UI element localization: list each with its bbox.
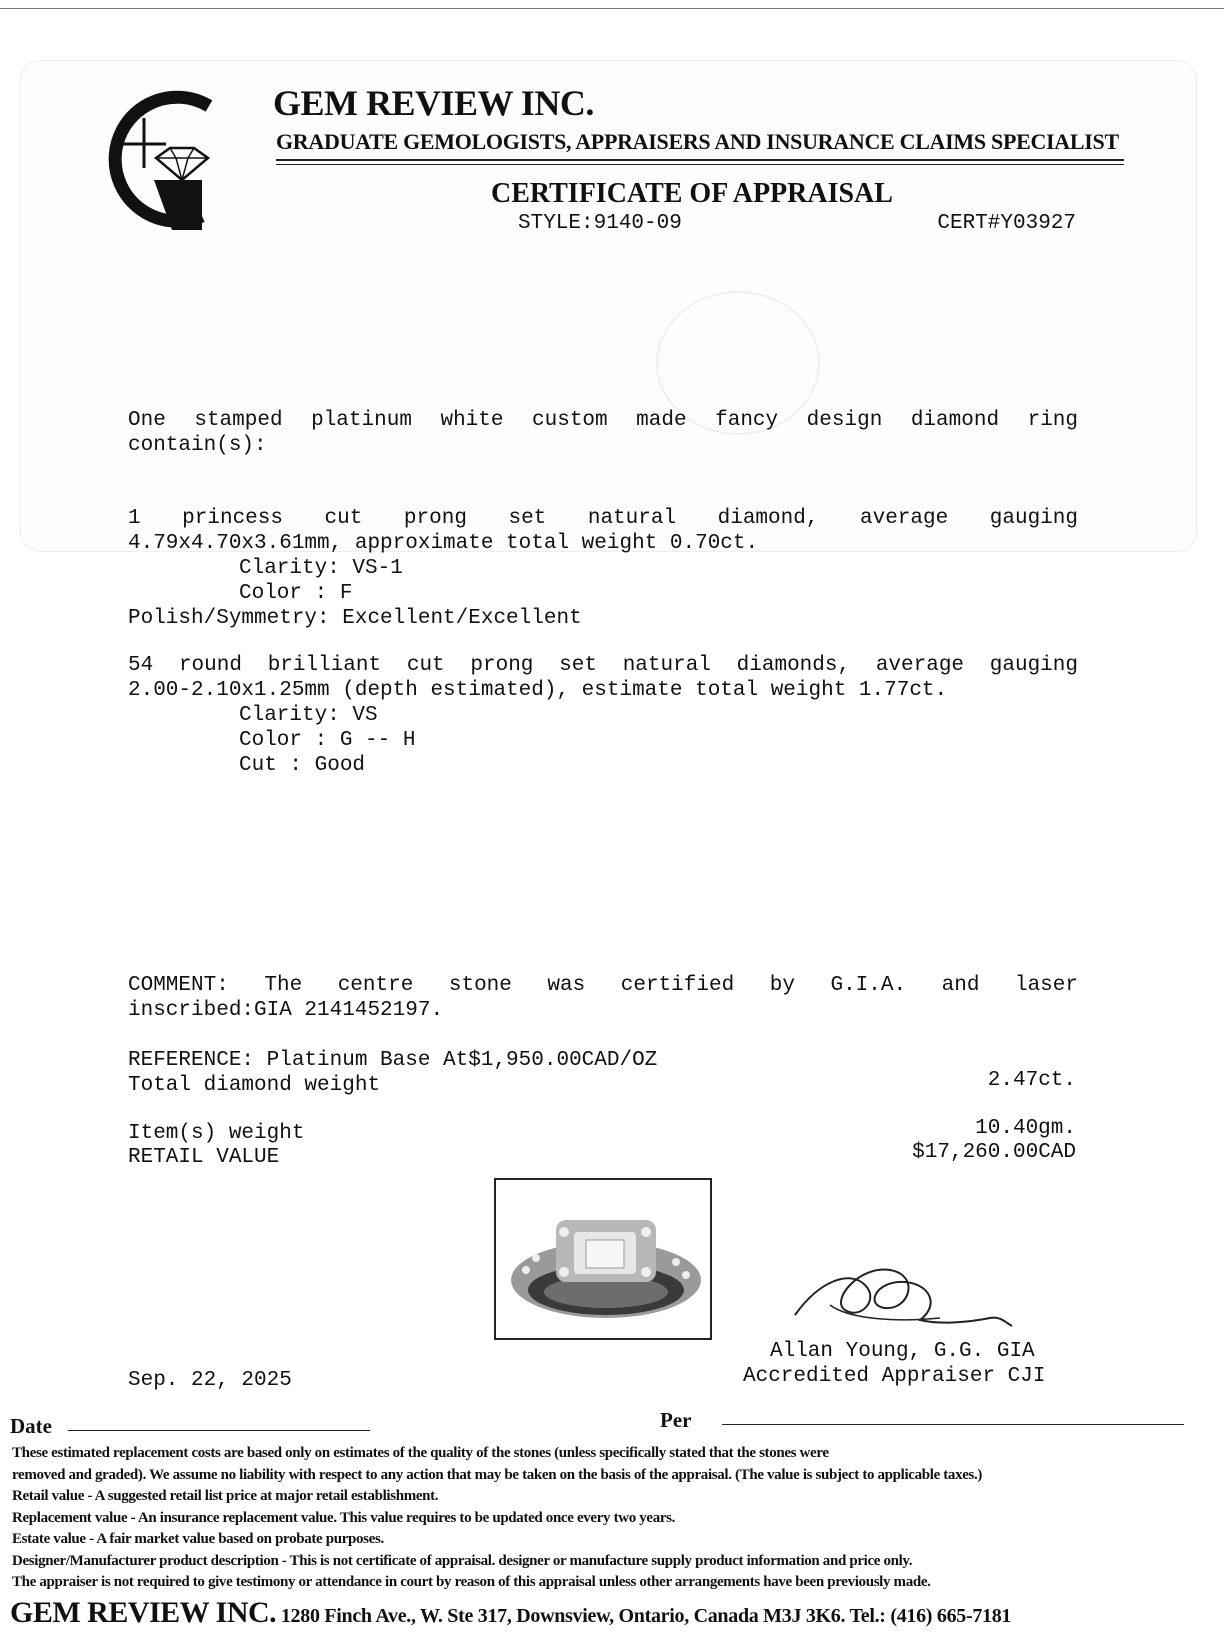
total-weight-value: 2.47ct. (987, 1069, 1076, 1092)
top-border-line (0, 8, 1224, 9)
per-label: Per (660, 1408, 692, 1432)
stone-2-description (128, 653, 1078, 778)
retail-value-label: RETAIL VALUE (128, 1146, 280, 1169)
footer-address: 1280 Finch Ave., W. Ste 317, Downsview, Ontario, Canada M3J 3K6. Tel.: (416) 665-7181 (276, 1605, 1012, 1627)
stone-2-clarity: Clarity: VS (239, 704, 378, 727)
reference-line: REFERENCE: Platinum Base At$1,950.00CAD/OZ (128, 1049, 658, 1072)
intro-line-1: One stamped platinum white custom made fancy design diamond ring (128, 409, 1078, 432)
company-name: GEM REVIEW INC. (273, 83, 594, 123)
header-rule-thin (276, 164, 1124, 165)
date-signature-line (68, 1430, 370, 1431)
stone-2-cut: Cut : Good (239, 754, 366, 777)
date-label: Date (10, 1414, 52, 1438)
style-number: STYLE:9140-09 (518, 212, 682, 235)
retail-value-amount: $17,260.00CAD (912, 1141, 1076, 1164)
cert-number: CERT#Y03927 (937, 212, 1076, 235)
disclaimer-line: Estate value - A fair market value based on probate purposes. (12, 1531, 384, 1547)
appraiser-signature (790, 1260, 1020, 1340)
disclaimer-line: The appraiser is not required to give testimony or attendance in court by reason of this appraisal unless other arrangements have been previously made. (12, 1574, 931, 1590)
stone-2-line-1: 54 round brilliant cut prong set natural diamonds, average gauging (128, 654, 1078, 677)
intro-line-2: contain(s): (128, 434, 267, 457)
intro-paragraph (128, 408, 1078, 458)
footer (10, 1596, 1011, 1630)
stone-1-line-2: 4.79x4.70x3.61mm, approximate total weight 0.70ct. (128, 532, 759, 555)
total-weight-label: Total diamond weight (128, 1074, 381, 1097)
footer-brand: GEM REVIEW INC. (10, 1596, 277, 1629)
per-signature-line (722, 1424, 1184, 1425)
appraisal-date: Sep. 22, 2025 (128, 1369, 292, 1392)
ring-photo (494, 1178, 712, 1340)
stone-2-line-2: 2.00-2.10x1.25mm (depth estimated), estimate total weight 1.77ct. (128, 679, 948, 702)
disclaimer-line: Replacement value - An insurance replacement value. This value requires to be updated once every two years. (12, 1509, 676, 1526)
appraiser-name: Allan Young, G.G. GIA (770, 1340, 1035, 1363)
disclaimer-line: removed and graded). We assume no liability with respect to any action that may be taken on the basis of the appraisal. (The value is subject to applicable taxes.) (12, 1466, 983, 1483)
stone-2-color: Color : G -- H (239, 729, 416, 752)
stone-1-color: Color : F (239, 582, 353, 605)
disclaimer-line: Retail value - A suggested retail list price at major retail establishment. (12, 1488, 439, 1504)
disclaimer-line: Designer/Manufacturer product description - This is not certificate of appraisal. designer or manufacture supply product information and price only. (12, 1552, 913, 1569)
comment-line-1: COMMENT: The centre stone was certified by G.I.A. and laser (128, 974, 1078, 997)
item-weight-value: 10.40gm. (975, 1117, 1076, 1140)
disclaimer-line: These estimated replacement costs are based only on estimates of the quality of the stones (unless specifically stated that the stones were (12, 1445, 829, 1461)
stone-1-line-1: 1 princess cut prong set natural diamond, average gauging (128, 507, 1078, 530)
certificate-title: CERTIFICATE OF APPRAISAL (491, 178, 893, 209)
comment-line-2: inscribed:GIA 2141452197. (128, 999, 444, 1022)
appraiser-role: Accredited Appraiser CJI (743, 1365, 1046, 1388)
gem-logo-icon (84, 88, 224, 248)
header-rule (276, 159, 1124, 161)
comment-paragraph (128, 973, 1078, 1023)
ring-illustration (496, 1180, 710, 1338)
stone-1-clarity: Clarity: VS-1 (239, 557, 403, 580)
stone-1-polish: Polish/Symmetry: Excellent/Excellent (128, 607, 582, 630)
disclaimer-block (12, 1443, 1222, 1594)
company-subtitle: GRADUATE GEMOLOGISTS, APPRAISERS AND INSURANCE CLAIMS SPECIALIST (276, 129, 1119, 154)
item-weight-label: Item(s) weight (128, 1122, 305, 1145)
stone-1-description (128, 506, 1078, 631)
